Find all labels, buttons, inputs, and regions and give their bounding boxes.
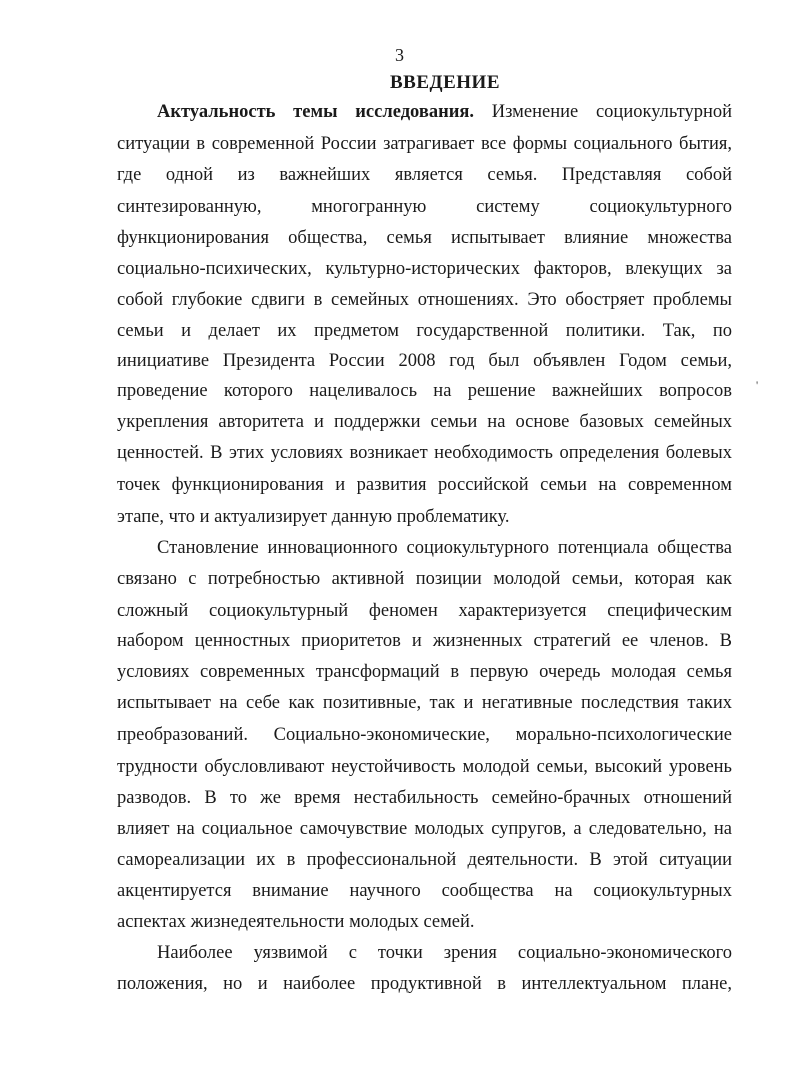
paragraph-2-line-10: влияет на социальное самочувствие молодых супругов, а следовательно, на <box>117 819 732 839</box>
paragraph-1-line-8: семьи и делает их предметом государственной политики. Так, по <box>117 321 732 341</box>
paragraph-2-line-11: самореализации их в профессиональной деятельности. В этой ситуации <box>117 850 732 870</box>
paragraph-2-line-9: разводов. В то же время нестабильность семейно-брачных отношений <box>117 788 732 808</box>
paragraph-1-line-6: социально-психических, культурно-исторических факторов, влекущих за <box>117 259 732 279</box>
paragraph-1-line-4: синтезированную, многогранную систему социокультурного <box>117 197 732 217</box>
stray-mark: ' <box>756 378 759 392</box>
section-heading: ВВЕДЕНИЕ <box>390 72 500 93</box>
paragraph-2-line-6: испытывает на себе как позитивные, так и негативные последствия таких <box>117 693 732 713</box>
paragraph-1-line-10: проведение которого нацеливалось на решение важнейших вопросов <box>117 381 732 401</box>
paragraph-1-line-7: собой глубокие сдвиги в семейных отношениях. Это обостряет проблемы <box>117 290 732 310</box>
paragraph-3-line-2: положения, но и наиболее продуктивной в интеллектуальном плане, <box>117 974 732 994</box>
paragraph-1-line-12: ценностей. В этих условиях возникает необходимость определения болевых <box>117 443 732 463</box>
paragraph-lead: Актуальность темы исследования. <box>157 102 475 122</box>
paragraph-2-line-8: трудности обусловливают неустойчивость молодой семьи, высокий уровень <box>117 757 732 777</box>
page-number: 3 <box>395 45 404 65</box>
paragraph-3-line-1: Наиболее уязвимой с точки зрения социально-экономического <box>157 943 732 963</box>
paragraph-1-line-3: где одной из важнейших является семья. Представляя собой <box>117 165 732 185</box>
paragraph-1-line-11: укрепления авторитета и поддержки семьи на основе базовых семейных <box>117 412 732 432</box>
paragraph-2-line-5: условиях современных трансформаций в первую очередь молодая семья <box>117 662 732 682</box>
paragraph-1-line-14: этапе, что и актуализирует данную проблематику. <box>117 507 510 527</box>
paragraph-1-line-2: ситуации в современной России затрагивает все формы социального бытия, <box>117 134 732 154</box>
paragraph-2-line-4: набором ценностных приоритетов и жизненных стратегий ее членов. В <box>117 631 732 651</box>
paragraph-1-line-1: Актуальность темы исследования. Изменение социокультурной <box>157 102 733 122</box>
paragraph-2-line-13: аспектах жизнедеятельности молодых семей. <box>117 912 475 932</box>
paragraph-1-line-9: инициативе Президента России 2008 год был объявлен Годом семьи, <box>117 351 732 371</box>
paragraph-2-line-12: акцентируется внимание научного сообщества на социокультурных <box>117 881 732 901</box>
paragraph-2-line-2: связано с потребностью активной позиции молодой семьи, которая как <box>117 569 732 589</box>
paragraph-1-line-13: точек функционирования и развития российской семьи на современном <box>117 475 732 495</box>
paragraph-2-line-7: преобразований. Социально-экономические, морально-психологические <box>117 725 732 745</box>
paragraph-1-line-5: функционирования общества, семья испытывает влияние множества <box>117 228 732 248</box>
paragraph-2-line-3: сложный социокультурный феномен характеризуется специфическим <box>117 601 732 621</box>
paragraph-2-line-1: Становление инновационного социокультурного потенциала общества <box>157 538 732 558</box>
